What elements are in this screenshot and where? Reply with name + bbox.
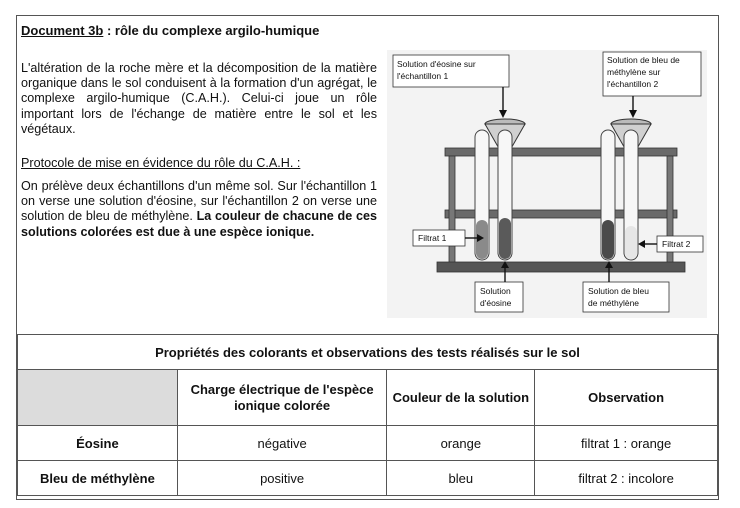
tube-rack [437,148,685,272]
row-observation: filtrat 1 : orange [535,426,718,461]
label-top-left-1: Solution d'éosine sur [397,59,476,69]
label-bleu-1: Solution de bleu [588,286,649,296]
row-name: Bleu de méthylène [18,461,178,496]
row-charge: positive [177,461,387,496]
label-top-right-3: l'échantillon 2 [607,79,659,89]
arrow-left-head [499,110,507,118]
label-filtrat2: Filtrat 2 [662,239,691,249]
header-couleur: Couleur de la solution [387,370,535,426]
table-caption-row [18,335,718,370]
tube-3 [601,130,615,260]
protocol-heading: Protocole de mise en évidence du rôle du C.A.H. : [21,156,301,170]
header-blank-cell [18,370,178,426]
label-bleu-2: de méthylène [588,298,640,308]
table-row [18,426,718,461]
tube-4 [624,130,638,260]
row-couleur: bleu [387,461,535,496]
arrow-right-head [629,110,637,118]
label-top-left-2: l'échantillon 1 [397,71,449,81]
label-eosine-2: d'éosine [480,298,512,308]
protocol-bold-text: La couleur de chacune de ces solutions colorées est due à une espèce ionique. [21,209,377,239]
header-observation: Observation [535,370,718,426]
arrow-filtrat2-head [638,240,645,248]
protocol-text: On prélève deux échantillons d'un même sol. Sur l'échantillon 1 on verse une solution d'éosine, sur l'échantillon 2 on verse une solution de bleu de méthylène. [21,179,377,224]
label-top-right-1: Solution de bleu de [607,55,680,65]
intro-paragraph: L'altération de la roche mère et la décomposition de la matière organique dans le sol conduisent à la formation d'un agrégat, le complexe argilo-humique (C.A.H.). Celui-ci joue un rôle important lors de l'échange de matière entre le sol et les végétaux. [21,61,377,136]
document-title [21,23,319,38]
row-couleur: orange [387,426,535,461]
row-charge: négative [177,426,387,461]
row-name: Éosine [18,426,178,461]
label-top-right-2: méthylène sur [607,67,661,77]
table-header-row [18,370,718,426]
protocol-paragraph [21,179,377,240]
table-row [18,461,718,496]
label-filtrat1: Filtrat 1 [418,233,447,243]
document-frame [16,15,719,500]
tube-2 [498,130,512,260]
properties-table [17,334,718,496]
table-caption: Propriétés des colorants et observations des tests réalisés sur le sol [18,335,718,370]
properties-table-wrap [17,334,718,496]
experiment-figure [387,50,707,318]
document-subject: : rôle du complexe argilo-humique [103,23,320,38]
label-eosine-1: Solution [480,286,511,296]
experiment-diagram [387,50,707,318]
row-observation: filtrat 2 : incolore [535,461,718,496]
header-charge: Charge électrique de l'espèce ionique colorée [177,370,387,426]
document-number: Document 3b [21,23,104,38]
